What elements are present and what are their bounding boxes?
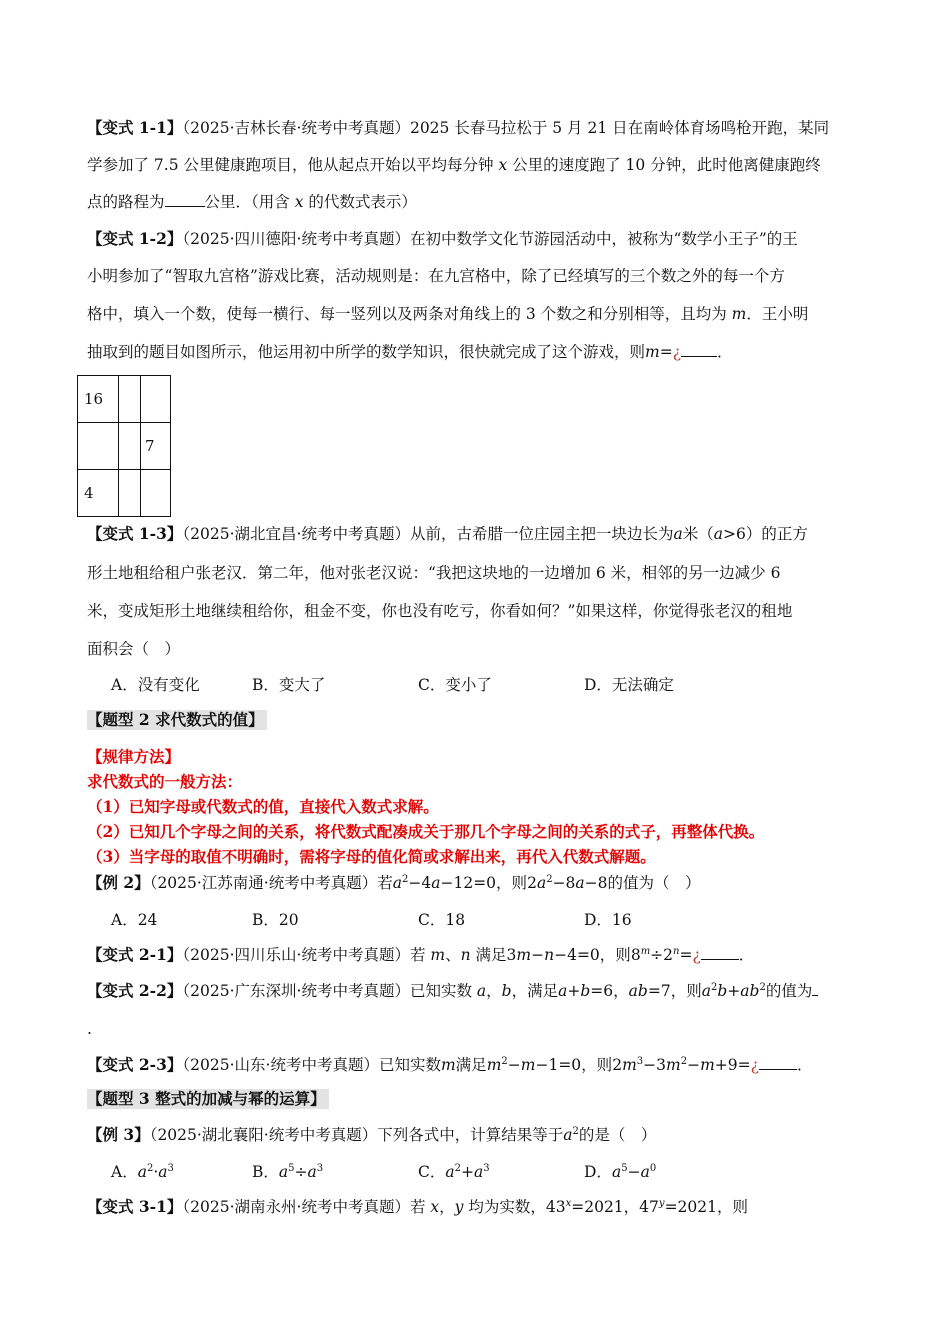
text-run: 2 bbox=[546, 874, 553, 885]
section-header-type-3: 【题型 3 整式的加减与幂的运算】 bbox=[87, 1089, 329, 1109]
option-a bbox=[111, 1162, 174, 1182]
text-run: 6 bbox=[735, 525, 746, 543]
text-run: 3 bbox=[506, 946, 517, 964]
answer-blank bbox=[812, 981, 818, 996]
text-run: ． bbox=[796, 1056, 813, 1074]
option-c: C．18 bbox=[418, 911, 466, 929]
text-run: a bbox=[558, 982, 568, 1000]
text-run: （2025·四川德阳·统考中考真题）在初中数学文化节游园活动中，被称为“数学小王子”的王 bbox=[182, 230, 798, 248]
variant-1-2-line-1 bbox=[87, 229, 798, 249]
variant-3-1-line bbox=[87, 1197, 748, 1217]
text-run: a bbox=[575, 874, 585, 892]
text-run: 面积会（ ） bbox=[87, 640, 181, 658]
variant-1-3-line-2 bbox=[87, 563, 780, 583]
text-run: 学参加了 7.5 公里健康跑项目，他从起点开始以平均每分钟 bbox=[87, 156, 499, 174]
variant-1-1-line-2 bbox=[87, 155, 821, 175]
text-run: 3 bbox=[636, 1056, 644, 1067]
text-run: ，则 bbox=[599, 946, 631, 964]
text-run: （2025·广东深圳·统考中考真题）已知实数 bbox=[182, 982, 477, 1000]
magic-square-grid bbox=[77, 375, 171, 517]
text-run: 小明参加了“智取九宫格”游戏比赛，活动规则是：在九宫格中，除了已经填写的三个数之外的每一个方 bbox=[87, 267, 785, 285]
text-run: 43 bbox=[545, 1198, 566, 1216]
text-run: n bbox=[673, 946, 680, 957]
variant-1-1-line-3 bbox=[87, 192, 417, 212]
variant-2-2-dot: . bbox=[87, 1020, 92, 1038]
method-rule-2: （2）已知几个字母之间的关系，将代数式配凑成关于那几个字母之间的关系的式子，再整体代换。 bbox=[87, 822, 765, 841]
text-run: − bbox=[627, 1163, 641, 1181]
text-run: y bbox=[454, 1198, 464, 1216]
text-run: m bbox=[440, 1056, 456, 1074]
text-run: a bbox=[628, 982, 638, 1000]
text-run: a bbox=[536, 874, 547, 892]
method-intro: 求代数式的一般方法： bbox=[87, 772, 243, 791]
text-run: m bbox=[486, 1056, 502, 1074]
grid-cell bbox=[141, 376, 171, 423]
text-run: 公里的速度跑了 10 分钟，此时他离健康跑终 bbox=[507, 156, 821, 174]
text-run bbox=[78, 376, 171, 423]
text-run: − bbox=[687, 1056, 701, 1074]
option-d bbox=[584, 1162, 656, 1182]
text-run: 【变式 2-2】 bbox=[87, 981, 183, 1000]
option-d: D．16 bbox=[584, 911, 632, 929]
text-run: 2 bbox=[759, 982, 766, 993]
text-run: m bbox=[516, 946, 532, 964]
text-run: （2025·江苏南通·统考中考真题）若 bbox=[149, 874, 393, 892]
text-run bbox=[78, 470, 171, 517]
text-run: =2021，则 bbox=[664, 1198, 748, 1216]
variant-1-2-line-2 bbox=[87, 266, 785, 286]
text-run: 2 bbox=[454, 1163, 461, 1174]
text-run: ．王小明 bbox=[746, 305, 809, 323]
text-run: 【例 3】 bbox=[87, 1125, 150, 1144]
text-run: a bbox=[611, 1163, 622, 1181]
text-run bbox=[78, 423, 171, 470]
text-run: 2 bbox=[572, 1126, 579, 1137]
text-run: 、 bbox=[445, 946, 461, 964]
text-run: a bbox=[713, 525, 723, 543]
grid-cell: 7 bbox=[141, 423, 171, 470]
variant-1-3-line-4 bbox=[87, 639, 180, 659]
grid-cell: 4 bbox=[78, 470, 119, 517]
text-run: n bbox=[460, 946, 471, 964]
text-run: y bbox=[658, 1198, 665, 1209]
text-run: a bbox=[278, 1163, 289, 1181]
text-run: m bbox=[430, 946, 446, 964]
text-run: x bbox=[498, 156, 508, 174]
text-run: 抽取到的题目如图所示，他运用初中所学的数学知识，很快就完成了这个游戏，则 bbox=[87, 343, 646, 361]
option-a: A．没有变化 bbox=[111, 676, 200, 694]
text-run: a bbox=[476, 982, 487, 1000]
option-d: D．无法确定 bbox=[584, 676, 674, 694]
grid-cell bbox=[119, 470, 141, 517]
text-run: 的是（ ） bbox=[578, 1126, 657, 1144]
text-run: = bbox=[659, 343, 673, 361]
text-run: ． bbox=[738, 946, 755, 964]
text-run bbox=[78, 376, 171, 517]
text-run: b bbox=[501, 982, 512, 1000]
text-run: + bbox=[727, 982, 741, 1000]
text-run: （2025·山东·统考中考真题）已知实数 bbox=[182, 1056, 441, 1074]
text-run: a bbox=[158, 1163, 168, 1181]
text-run: a bbox=[445, 1163, 455, 1181]
text-run: −1=0 bbox=[535, 1056, 582, 1074]
text-run: 47 bbox=[639, 1198, 659, 1216]
example-2-line bbox=[87, 873, 701, 893]
variant-1-3-line-3 bbox=[87, 601, 792, 621]
text-run: a bbox=[474, 1163, 484, 1181]
text-run: b bbox=[749, 982, 760, 1000]
text-run: 【变式 1-3】 bbox=[87, 524, 183, 543]
text-run: a bbox=[431, 874, 441, 892]
text-run: m bbox=[622, 1056, 637, 1074]
text-run: x bbox=[565, 1198, 572, 1209]
text-run: −12=0 bbox=[440, 874, 497, 892]
text-run: = bbox=[679, 946, 693, 964]
text-run: a bbox=[640, 1163, 650, 1181]
text-run: =7 bbox=[647, 982, 671, 1000]
text-run: m bbox=[640, 946, 651, 957]
text-run: ÷ bbox=[294, 1163, 308, 1181]
text-run: 3 bbox=[316, 1163, 324, 1174]
variant-2-3-line bbox=[87, 1055, 812, 1075]
method-title: 【规律方法】 bbox=[87, 747, 181, 766]
text-run: 3 bbox=[167, 1163, 174, 1174]
text-run: m bbox=[700, 1056, 715, 1074]
text-run: > bbox=[722, 525, 736, 543]
example-3-line bbox=[87, 1125, 656, 1145]
text-run: − bbox=[531, 946, 545, 964]
text-run: 【变式 3-1】 bbox=[87, 1197, 183, 1216]
text-run: − bbox=[507, 1056, 521, 1074]
text-run: 【变式 1-2】 bbox=[87, 229, 183, 248]
text-run: ， bbox=[613, 982, 629, 1000]
answer-blank bbox=[759, 1055, 797, 1070]
option-b bbox=[252, 1162, 323, 1182]
text-run: 的值为（ ） bbox=[607, 874, 701, 892]
text-run: −8 bbox=[552, 874, 576, 892]
text-run: m bbox=[666, 1056, 681, 1074]
option-b: B．变大了 bbox=[252, 676, 326, 694]
answer-blank bbox=[681, 342, 717, 357]
text-run: a bbox=[740, 982, 750, 1000]
text-run: （2025·湖北襄阳·统考中考真题）下列各式中，计算结果等于 bbox=[149, 1126, 564, 1144]
text-run: ， bbox=[439, 1198, 455, 1216]
text-run: =6 bbox=[590, 982, 614, 1000]
text-run: ）的正方 bbox=[745, 525, 808, 543]
answer-blank bbox=[165, 192, 205, 207]
text-run: −8 bbox=[584, 874, 608, 892]
text-run: b bbox=[580, 982, 591, 1000]
text-run: 2 bbox=[501, 1056, 508, 1067]
text-run: 8 bbox=[630, 946, 641, 964]
method-rule-3: （3）当字母的取值不明确时，需将字母的值化简或求解出来，再代入代数式解题。 bbox=[87, 847, 656, 866]
text-run: D． bbox=[584, 1163, 612, 1181]
text-run: ， bbox=[486, 982, 502, 1000]
text-run: （2025·吉林长春·统考中考真题）2025 长春马拉松于 5 月 21 日在南岭体育场鸣枪开跑，某同 bbox=[182, 119, 830, 137]
option-b: B．20 bbox=[252, 911, 299, 929]
option-c: C．变小了 bbox=[418, 676, 492, 694]
text-run: ÷2 bbox=[650, 946, 674, 964]
variant-1-2-line-3 bbox=[87, 304, 808, 324]
text-run: ． bbox=[717, 343, 733, 361]
text-run: n bbox=[544, 946, 555, 964]
text-run: ，则 bbox=[670, 982, 702, 1000]
method-rule-1: （1）已知字母或代数式的值，直接代入数式求解。 bbox=[87, 797, 439, 816]
text-run: x bbox=[294, 193, 304, 211]
text-run: m bbox=[645, 343, 660, 361]
text-run: 【变式 1-1】 bbox=[87, 118, 183, 137]
text-run: 格中，填入一个数，使每一横行、每一竖列以及两条对角线上的 3 个数之和分别相等，且均为 bbox=[87, 305, 732, 323]
text-run: ，则 bbox=[581, 1056, 613, 1074]
text-run: 形土地租给租户张老汉．第二年，他对张老汉说：“我把这块地的一边增加 6 米，相邻的另一边减少 6 bbox=[87, 564, 781, 582]
text-run: 满足 bbox=[470, 946, 507, 964]
text-run: A． bbox=[111, 1163, 138, 1181]
text-run: +9= bbox=[714, 1056, 751, 1074]
text-run: B． bbox=[252, 1163, 279, 1181]
text-run: · bbox=[153, 1163, 159, 1181]
text-run: 2 bbox=[710, 982, 718, 993]
text-run: b bbox=[637, 982, 648, 1000]
grid-cell bbox=[78, 423, 119, 470]
text-run: 5 bbox=[621, 1163, 628, 1174]
text-run: 2 bbox=[146, 1163, 154, 1174]
text-run: a bbox=[563, 1126, 573, 1144]
text-run: ¿ bbox=[672, 343, 682, 361]
text-run: m bbox=[520, 1056, 536, 1074]
variant-1-3-line-1 bbox=[87, 524, 808, 544]
text-run: ，满足 bbox=[511, 982, 559, 1000]
text-run: + bbox=[461, 1163, 474, 1181]
text-run: 的代数式表示） bbox=[303, 193, 417, 211]
text-run: 【例 2】 bbox=[87, 873, 150, 892]
text-run: 0 bbox=[649, 1163, 657, 1174]
text-run: 2 bbox=[402, 874, 409, 885]
text-run: 2 bbox=[680, 1056, 688, 1067]
text-run: a bbox=[392, 874, 402, 892]
text-run: a bbox=[701, 982, 711, 1000]
text-run: 均为实数， bbox=[463, 1198, 546, 1216]
option-a: A．24 bbox=[111, 911, 158, 929]
text-run: （2025·四川乐山·统考中考真题）若 bbox=[182, 946, 431, 964]
text-run: 3 bbox=[483, 1163, 490, 1174]
text-run: 的值为 bbox=[765, 982, 813, 1000]
text-run: ¿ bbox=[750, 1056, 759, 1074]
grid-cell: 16 bbox=[78, 376, 119, 423]
text-run: 5 bbox=[288, 1163, 295, 1174]
text-run: 米（ bbox=[682, 525, 714, 543]
variant-2-2-line bbox=[87, 981, 818, 1001]
text-run: 2 bbox=[527, 874, 537, 892]
text-run: 【变式 2-1】 bbox=[87, 945, 183, 964]
text-run: C． bbox=[418, 1163, 446, 1181]
variant-1-1-line-1 bbox=[87, 118, 829, 138]
grid-cell bbox=[141, 470, 171, 517]
text-run: ，则 bbox=[496, 874, 528, 892]
option-c bbox=[418, 1162, 490, 1182]
text-run: 公里．（用含 bbox=[204, 193, 295, 211]
text-run: 米，变成矩形土地继续租给你，租金不变，你也没有吃亏，你看如何？”如果这样，你觉得张老汉的租地 bbox=[87, 602, 793, 620]
text-run: 点的路程为 bbox=[87, 193, 165, 211]
text-run: 满足 bbox=[455, 1056, 487, 1074]
text-run: −4 bbox=[408, 874, 432, 892]
section-header-type-2: 【题型 2 求代数式的值】 bbox=[87, 710, 267, 730]
text-run: a bbox=[307, 1163, 317, 1181]
text-run: （2025·湖南永州·统考中考真题）若 bbox=[182, 1198, 431, 1216]
answer-blank bbox=[701, 945, 739, 960]
text-run: + bbox=[567, 982, 581, 1000]
text-run: =2021， bbox=[571, 1198, 640, 1216]
text-run: x bbox=[430, 1198, 440, 1216]
text-run: 2 bbox=[612, 1056, 623, 1074]
text-run: a bbox=[673, 525, 683, 543]
grid-cell bbox=[119, 376, 141, 423]
text-run: b bbox=[717, 982, 728, 1000]
text-run: ¿ bbox=[692, 946, 701, 964]
text-run: −4=0 bbox=[554, 946, 600, 964]
text-run: −3 bbox=[643, 1056, 666, 1074]
variant-2-1-line bbox=[87, 945, 754, 965]
grid-cell bbox=[119, 423, 141, 470]
text-run: （2025·湖北宜昌·统考中考真题）从前，古希腊一位庄园主把一块边长为 bbox=[182, 525, 674, 543]
text-run: a bbox=[137, 1163, 147, 1181]
text-run: 【变式 2-3】 bbox=[87, 1055, 183, 1074]
text-run: m bbox=[731, 305, 747, 323]
variant-1-2-line-4 bbox=[87, 342, 733, 362]
